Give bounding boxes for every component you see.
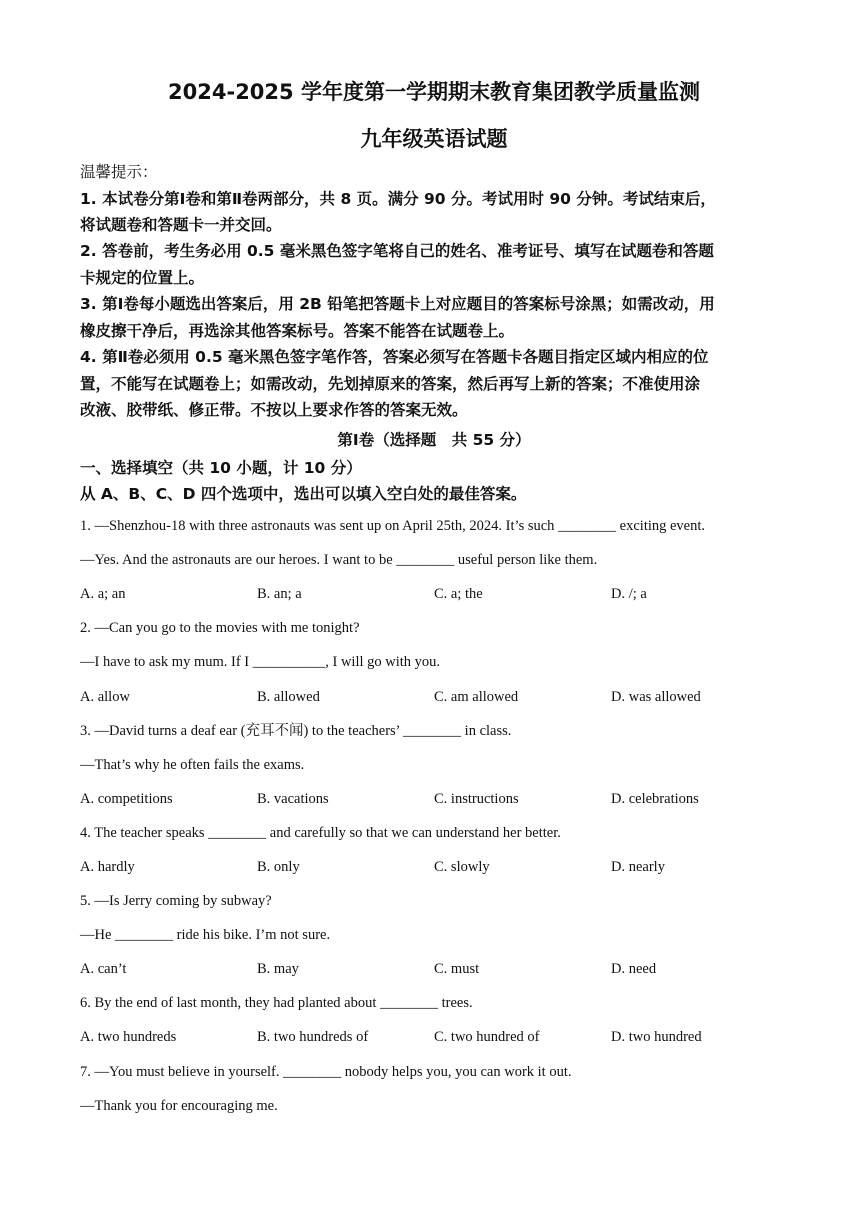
question-line: —Yes. And the astronauts are our heroes. I want to be ________ useful person like them. xyxy=(80,552,598,568)
notice-line: 4. 第Ⅱ卷必须用 0.5 毫米黑色签字笔作答，答案必须写在答题卡各题目指定区域内相应的位 xyxy=(80,348,709,366)
notice-line: 置，不能写在试题卷上；如需改动，先划掉原来的答案，然后再写上新的答案；不准使用涂 xyxy=(80,375,701,393)
notice-line: 1. 本试卷分第Ⅰ卷和第Ⅱ卷两部分，共 8 页。满分 90 分。考试用时 90 分钟。考试结束后， xyxy=(80,190,716,208)
question-line: 3. —David turns a deaf ear (充耳不闻) to the teachers’ ________ in class. xyxy=(80,723,512,739)
notice-line: 卡规定的位置上。 xyxy=(80,269,205,287)
question-line: —Thank you for encouraging me. xyxy=(80,1098,278,1114)
question-line: 7. —You must believe in yourself. ________ nobody helps you, you can work it out. xyxy=(80,1064,572,1080)
option-d: D. need xyxy=(611,961,657,977)
notice-line: 改液、胶带纸、修正带。不按以上要求作答的答案无效。 xyxy=(80,401,468,419)
notice-line: 橡皮擦干净后，再选涂其他答案标号。答案不能答在试题卷上。 xyxy=(80,322,515,340)
option-b: B. two hundreds of xyxy=(257,1029,369,1045)
question-line: 2. —Can you go to the movies with me tonight? xyxy=(80,620,360,636)
question-line: —I have to ask my mum. If I __________, I will go with you. xyxy=(80,654,441,670)
notice-label: 温馨提示： xyxy=(80,163,158,181)
option-c: C. slowly xyxy=(434,859,490,875)
option-a: A. can’t xyxy=(80,961,127,977)
notice-line: 2. 答卷前，考生务必用 0.5 毫米黑色签字笔将自己的姓名、准考证号、填写在试题卷和答题 xyxy=(80,242,714,260)
exam-title: 2024-2025 学年度第一学期期末教育集团教学质量监测 xyxy=(168,80,700,104)
option-d: D. celebrations xyxy=(611,791,699,807)
option-d: D. was allowed xyxy=(611,689,701,705)
question-line: 4. The teacher speaks ________ and carefully so that we can understand her better. xyxy=(80,825,561,841)
option-d: D. /; a xyxy=(611,586,647,602)
option-a: A. allow xyxy=(80,689,130,705)
option-d: D. two hundred xyxy=(611,1029,702,1045)
question-line: —He ________ ride his bike. I’m not sure. xyxy=(80,927,331,943)
option-a: A. hardly xyxy=(80,859,135,875)
option-b: B. allowed xyxy=(257,689,320,705)
option-c: C. am allowed xyxy=(434,689,519,705)
option-a: A. competitions xyxy=(80,791,173,807)
exam-subtitle: 九年级英语试题 xyxy=(360,127,508,151)
question-line: 5. —Is Jerry coming by subway? xyxy=(80,893,272,909)
option-b: B. only xyxy=(257,859,300,875)
option-c: C. must xyxy=(434,961,480,977)
option-c: C. two hundred of xyxy=(434,1029,540,1045)
option-b: B. may xyxy=(257,961,299,977)
part-instructions: 从 A、B、C、D 四个选项中，选出可以填入空白处的最佳答案。 xyxy=(80,485,527,503)
notice-line: 3. 第Ⅰ卷每小题选出答案后，用 2B 铅笔把答题卡上对应题目的答案标号涂黑；如需改动，用 xyxy=(80,295,715,313)
question-line: —That’s why he often fails the exams. xyxy=(80,757,305,773)
option-b: B. an; a xyxy=(257,586,302,602)
option-c: C. instructions xyxy=(434,791,519,807)
notice-line: 将试题卷和答题卡一并交回。 xyxy=(80,216,282,234)
option-c: C. a; the xyxy=(434,586,483,602)
question-line: 1. —Shenzhou-18 with three astronauts was sent up on April 25th, 2024. It’s such ________ exciting event. xyxy=(80,518,706,534)
question-line: 6. By the end of last month, they had planted about ________ trees. xyxy=(80,995,473,1011)
option-a: A. two hundreds xyxy=(80,1029,177,1045)
option-d: D. nearly xyxy=(611,859,665,875)
option-b: B. vacations xyxy=(257,791,329,807)
option-a: A. a; an xyxy=(80,586,126,602)
section-title: 第Ⅰ卷（选择题 共 55 分） xyxy=(337,431,531,449)
part-title: 一、选择填空（共 10 小题，计 10 分） xyxy=(80,459,362,477)
